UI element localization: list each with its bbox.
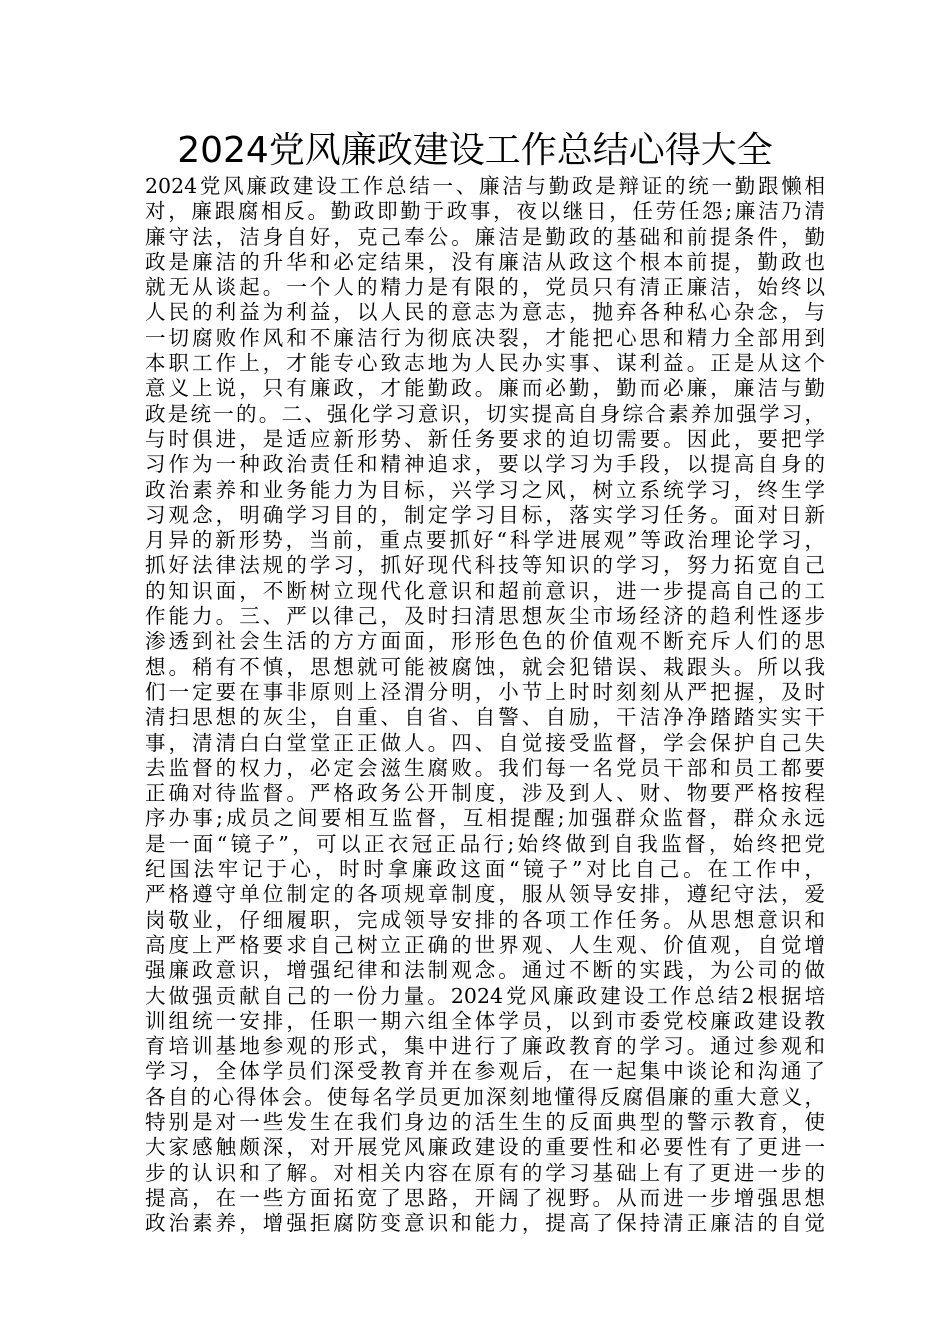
document-text-line: 月异的新形势，当前，重点要抓好“科学进展观”等政治理论学习， bbox=[145, 528, 825, 553]
document-text-line: 大家感触颇深，对开展党风廉政建设的重要性和必要性有了更进一 bbox=[145, 1135, 825, 1160]
document-text-line: 与时俱进，是适应新形势、新任务要求的迫切需要。因此，要把学 bbox=[145, 426, 825, 451]
document-text-line: 事，清清白白堂堂正正做人。四、自觉接受监督，学会保护自己失 bbox=[145, 730, 825, 755]
document-text-line: 清扫思想的灰尘，自重、自省、自警、自励，干洁净净踏踏实实干 bbox=[145, 705, 825, 730]
document-text-line: 意义上说，只有廉政，才能勤政。廉而必勤，勤而必廉，廉洁与勤 bbox=[145, 376, 825, 401]
document-text-line: 本职工作上，才能专心致志地为人民办实事、谋利益。正是从这个 bbox=[145, 351, 825, 376]
document-text-line: 想。稍有不慎，思想就可能被腐蚀，就会犯错误、栽跟头。所以我 bbox=[145, 654, 825, 679]
document-text-line: 提高，在一些方面拓宽了思路，开阔了视野。从而进一步增强思想 bbox=[145, 1185, 825, 1210]
document-body bbox=[145, 174, 825, 1236]
document-text-line: 步的认识和了解。对相关内容在原有的学习基础上有了更进一步的 bbox=[145, 1160, 825, 1185]
document-text-line: 特别是对一些发生在我们身边的活生生的反面典型的警示教育，使 bbox=[145, 1109, 825, 1134]
document-text-line: 正确对待监督。严格政务公开制度，涉及到人、财、物要严格按程 bbox=[145, 781, 825, 806]
document-text-line: 的知识面，不断树立现代化意识和超前意识，进一步提高自己的工 bbox=[145, 578, 825, 603]
document-text-line: 政治素养，增强拒腐防变意识和能力，提高了保持清正廉洁的自觉 bbox=[145, 1211, 825, 1236]
document-text-line: 各自的心得体会。使每名学员更加深刻地懂得反腐倡廉的重大意义， bbox=[145, 1084, 825, 1109]
document-title: 2024党风廉政建设工作总结心得大全 bbox=[177, 130, 773, 171]
document-text-line: 廉守法，洁身自好，克己奉公。廉洁是勤政的基础和前提条件，勤 bbox=[145, 224, 825, 249]
document-text-line: 渗透到社会生活的方方面面，形形色色的价值观不断充斥人们的思 bbox=[145, 629, 825, 654]
document-text-line: 习作为一种政治责任和精神追求，要以学习为手段，以提高自身的 bbox=[145, 452, 825, 477]
document-text-line: 是一面“镜子”，可以正衣冠正品行;始终做到自我监督，始终把党 bbox=[145, 831, 825, 856]
document-text-line: 就无从谈起。一个人的精力是有限的，党员只有清正廉洁，始终以 bbox=[145, 275, 825, 300]
document-text-line: 们一定要在事非原则上泾渭分明，小节上时时刻刻从严把握，及时 bbox=[145, 679, 825, 704]
document-text-line: 学习，全体学员们深受教育并在参观后，在一起集中谈论和沟通了 bbox=[145, 1059, 825, 1084]
document-text-line: 习观念，明确学习目的，制定学习目标，落实学习任务。面对日新 bbox=[145, 502, 825, 527]
document-text-line: 训组统一安排，任职一期六组全体学员，以到市委党校廉政建设教 bbox=[145, 1008, 825, 1033]
document-text-line: 序办事;成员之间要相互监督，互相提醒;加强群众监督，群众永远 bbox=[145, 806, 825, 831]
document-text-line: 人民的利益为利益，以人民的意志为意志，抛弃各种私心杂念，与 bbox=[145, 300, 825, 325]
document-text-line: 育培训基地参观的形式，集中进行了廉政教育的学习。通过参观和 bbox=[145, 1034, 825, 1059]
document-text-line: 作能力。三、严以律己，及时扫清思想灰尘市场经济的趋利性逐步 bbox=[145, 604, 825, 629]
document-text-line: 2024党风廉政建设工作总结一、廉洁与勤政是辩证的统一勤跟懒相 bbox=[145, 174, 825, 198]
document-text-line: 严格遵守单位制定的各项规章制度，服从领导安排，遵纪守法，爱 bbox=[145, 882, 825, 907]
document-text-line: 岗敬业，仔细履职，完成领导安排的各项工作任务。从思想意识和 bbox=[145, 907, 825, 932]
document-text-line: 抓好法律法规的学习，抓好现代科技等知识的学习，努力拓宽自己 bbox=[145, 553, 825, 578]
document-text-line: 纪国法牢记于心，时时拿廉政这面“镜子”对比自己。在工作中， bbox=[145, 857, 825, 882]
document-text-line: 大做强贡献自己的一份力量。2024党风廉政建设工作总结2根据培 bbox=[145, 983, 825, 1008]
document-text-line: 去监督的权力，必定会滋生腐败。我们每一名党员干部和员工都要 bbox=[145, 755, 825, 780]
document-text-line: 对，廉跟腐相反。勤政即勤于政事，夜以继日，任劳任怨;廉洁乃清 bbox=[145, 199, 825, 224]
document-text-line: 一切腐败作风和不廉洁行为彻底决裂，才能把心思和精力全部用到 bbox=[145, 325, 825, 350]
document-text-line: 政治素养和业务能力为目标，兴学习之风，树立系统学习，终生学 bbox=[145, 477, 825, 502]
document-text-line: 政是统一的。二、强化学习意识，切实提高自身综合素养加强学习， bbox=[145, 401, 825, 426]
document-text-line: 高度上严格要求自己树立正确的世界观、人生观、价值观，自觉增 bbox=[145, 932, 825, 957]
document-text-line: 强廉政意识，增强纪律和法制观念。通过不断的实践，为公司的做 bbox=[145, 958, 825, 983]
document-text-line: 政是廉洁的升华和必定结果，没有廉洁从政这个根本前提，勤政也 bbox=[145, 249, 825, 274]
